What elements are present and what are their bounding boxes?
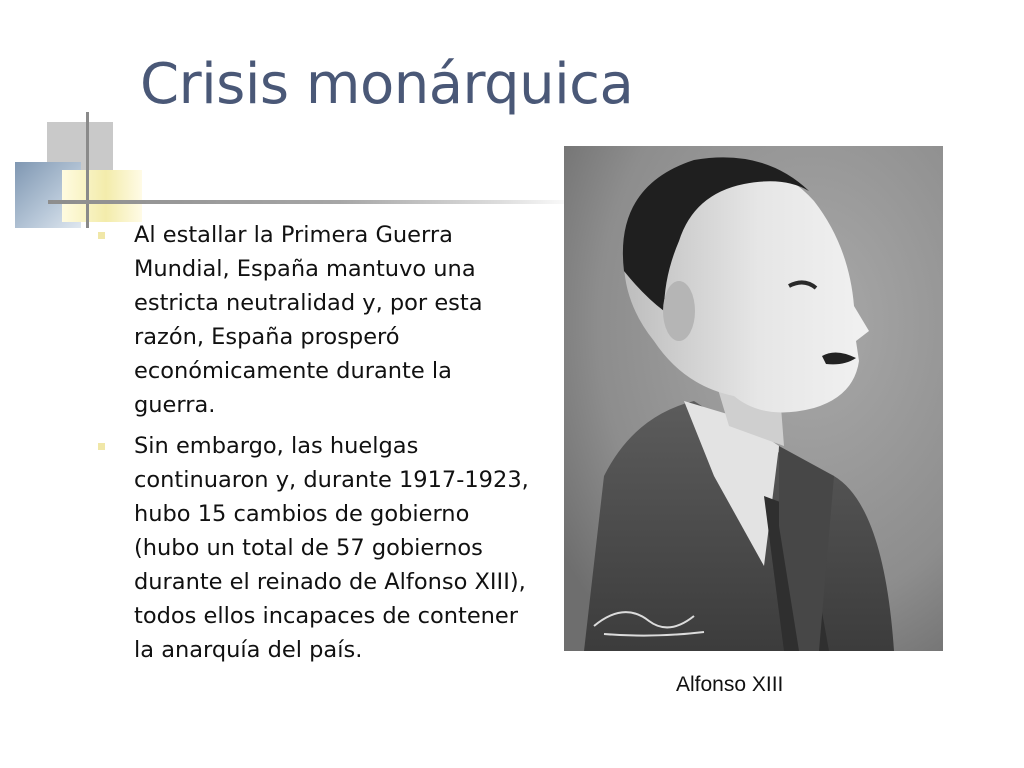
- portrait-illustration: [564, 146, 943, 651]
- photo-caption: Alfonso XIII: [676, 673, 784, 696]
- bullet-item: [96, 218, 536, 422]
- bullet-text: Al estallar la Primera Guerra Mundial, España mantuvo una estricta neutralidad y, por esta razón, España prosperó económicamente durante la guerra.: [134, 222, 483, 418]
- bullet-item: [96, 429, 536, 667]
- decor-square-yellow: [62, 170, 142, 222]
- portrait-photo: [564, 146, 943, 651]
- title-underline: [48, 200, 578, 204]
- square-bullet-icon: [98, 443, 105, 450]
- bullet-list: [96, 218, 536, 674]
- slide-title: Crisis monárquica: [140, 52, 634, 117]
- bullet-text: Sin embargo, las huelgas continuaron y, durante 1917-1923, hubo 15 cambios de gobierno (hubo un total de 57 gobiernos durante el reinado de Alfonso XIII), todos ellos incapaces de contener la anarquía del país.: [134, 433, 529, 663]
- decor-vertical-line: [86, 112, 89, 228]
- square-bullet-icon: [98, 232, 105, 239]
